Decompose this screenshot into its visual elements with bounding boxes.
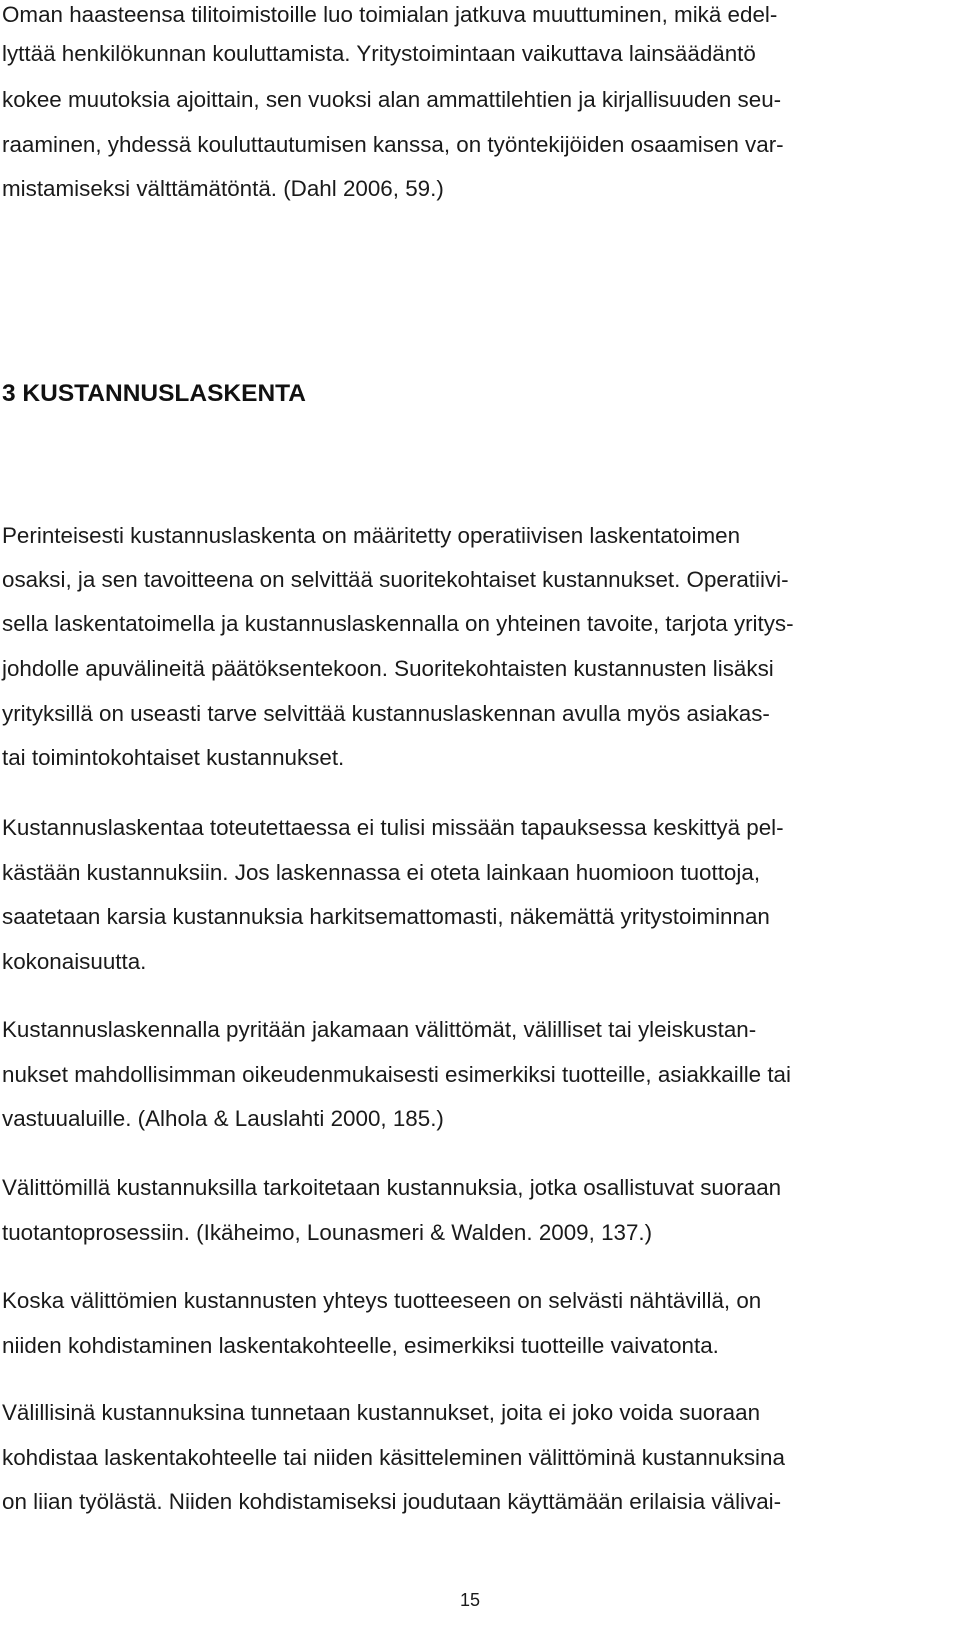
text-line: kokee muutoksia ajoittain, sen vuoksi alan ammattilehtien ja kirjallisuuden seu- — [2, 87, 782, 112]
text-line: tuotantoprosessiin. (Ikäheimo, Lounasmeri & Walden. 2009, 137.) — [2, 1220, 653, 1245]
text-line: lyttää henkilökunnan kouluttamista. Yritystoimintaan vaikuttava lainsäädäntö — [2, 41, 756, 66]
text-line: yrityksillä on useasti tarve selvittää kustannuslaskennan avulla myös asiakas- — [2, 701, 770, 726]
text-line: nukset mahdollisimman oikeudenmukaisesti esimerkiksi tuotteille, asiakkaille tai — [2, 1062, 791, 1087]
text-line: Kustannuslaskentaa toteutettaessa ei tulisi missään tapauksessa keskittyä pel- — [2, 815, 784, 840]
text-line: on liian työlästä. Niiden kohdistamiseksi joudutaan käyttämään erilaisia välivai- — [2, 1489, 782, 1514]
text-line: osaksi, ja sen tavoitteena on selvittää suoritekohtaiset kustannukset. Operatiivi- — [2, 567, 789, 592]
text-line: kästään kustannuksiin. Jos laskennassa ei oteta lainkaan huomioon tuottoja, — [2, 860, 761, 885]
text-line: niiden kohdistaminen laskentakohteelle, esimerkiksi tuotteille vaivatonta. — [2, 1333, 719, 1358]
page-number: 15 — [460, 1590, 481, 1610]
text-line: Koska välittömien kustannusten yhteys tuotteeseen on selvästi nähtävillä, on — [2, 1288, 762, 1313]
text-line: Perinteisesti kustannuslaskenta on määritetty operatiivisen laskentatoimen — [2, 523, 741, 548]
text-line: Kustannuslaskennalla pyritään jakamaan välittömät, välilliset tai yleiskustan- — [2, 1017, 757, 1042]
text-line: vastuualuille. (Alhola & Lauslahti 2000, 185.) — [2, 1106, 444, 1131]
section-heading: 3 KUSTANNUSLASKENTA — [2, 380, 306, 407]
text-line: kokonaisuutta. — [2, 949, 147, 974]
text-line: saatetaan karsia kustannuksia harkitsemattomasti, näkemättä yritystoiminnan — [2, 904, 770, 929]
text-line: raaminen, yhdessä kouluttautumisen kanssa, on työntekijöiden osaamisen var- — [2, 132, 784, 157]
text-line: Välittömillä kustannuksilla tarkoitetaan kustannuksia, jotka osallistuvat suoraan — [2, 1175, 782, 1200]
text-line: Välillisinä kustannuksina tunnetaan kustannukset, joita ei joko voida suoraan — [2, 1400, 761, 1425]
text-line: tai toimintokohtaiset kustannukset. — [2, 745, 345, 770]
text-line: kohdistaa laskentakohteelle tai niiden käsitteleminen välittöminä kustannuksina — [2, 1445, 785, 1470]
text-line: Oman haasteensa tilitoimistoille luo toimialan jatkuva muuttuminen, mikä edel- — [2, 2, 778, 27]
text-line: johdolle apuvälineitä päätöksentekoon. Suoritekohtaisten kustannusten lisäksi — [2, 656, 774, 681]
text-line: sella laskentatoimella ja kustannuslaskennalla on yhteinen tavoite, tarjota yritys- — [2, 611, 794, 636]
text-line: mistamiseksi välttämätöntä. (Dahl 2006, 59.) — [2, 176, 444, 201]
